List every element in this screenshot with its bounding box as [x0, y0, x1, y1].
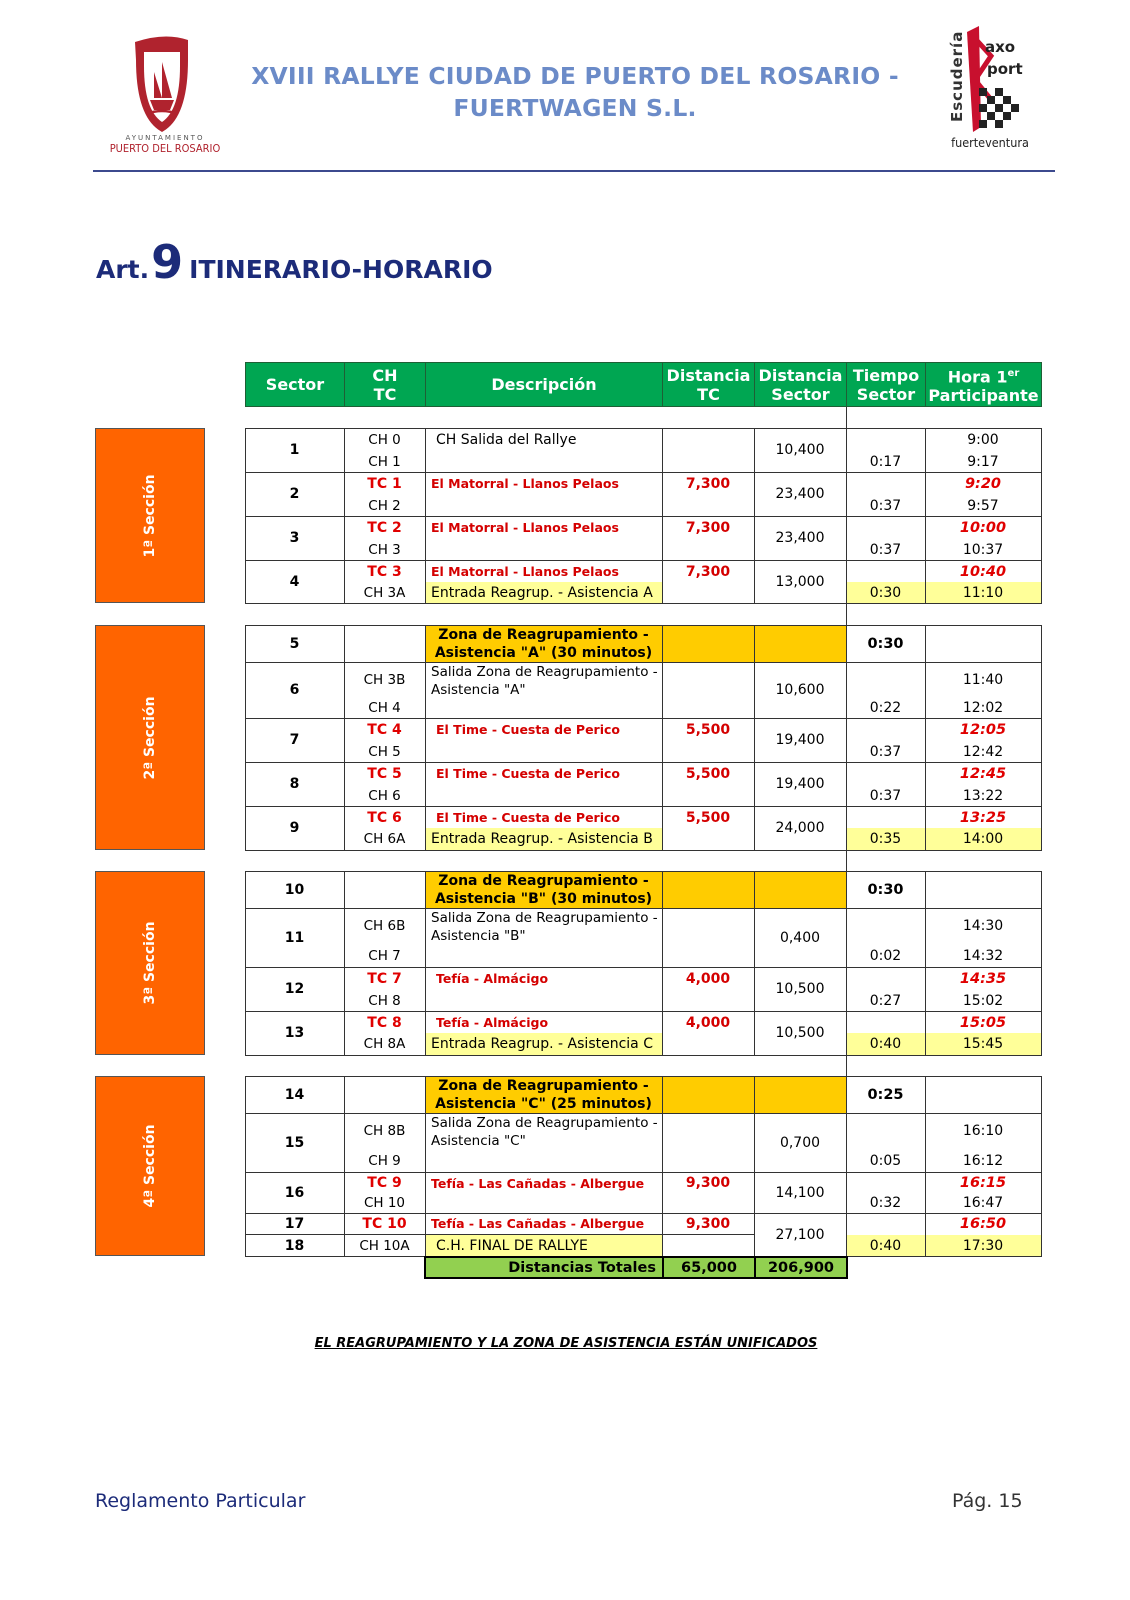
- sector-number: 18: [284, 1237, 305, 1254]
- control-code: CH 3B: [363, 672, 406, 688]
- first-car-time: 9:17: [967, 453, 999, 470]
- control-code: CH 10: [363, 1195, 406, 1211]
- stage-start-time: 10:40: [959, 563, 1007, 580]
- stage-code: TC 1: [367, 475, 402, 492]
- section-label: 4ª Sección: [142, 1124, 158, 1208]
- stage-start-time: 10:00: [959, 519, 1007, 536]
- control-code: CH 6A: [363, 831, 406, 847]
- sector-number: 11: [284, 929, 305, 946]
- control-code: CH 5: [368, 743, 401, 760]
- stage-name: El Time - Cuesta de Perico: [436, 766, 620, 781]
- first-car-time: 16:10: [962, 1123, 1004, 1139]
- header-tiempo-sector: Tiempo Sector: [846, 362, 926, 407]
- first-car-time: 11:10: [962, 584, 1004, 601]
- stage-start-time: 14:35: [959, 970, 1007, 987]
- first-car-time: 12:42: [962, 743, 1004, 760]
- header-sector: Sector: [245, 362, 345, 407]
- total-sector-distance: 206,900: [754, 1256, 848, 1279]
- first-car-time: 14:32: [962, 948, 1004, 964]
- article-word: Art.: [96, 255, 150, 284]
- stage-code: TC 3: [367, 563, 402, 580]
- description: CH Salida del Rallye: [436, 431, 577, 448]
- sector-time: 0:30: [867, 881, 904, 898]
- first-car-time: 9:00: [967, 431, 999, 448]
- sector-distance: 23,400: [775, 530, 825, 546]
- stage-code: TC 9: [367, 1175, 402, 1191]
- document-title-line-2: FUERTWAGEN S.L.: [453, 94, 697, 122]
- stage-name: El Matorral - Llanos Pelaos: [431, 520, 619, 535]
- svg-text:fuerteventura: fuerteventura: [951, 135, 1029, 150]
- stage-distance: 4,000: [685, 970, 731, 987]
- sector-time: 0:05: [869, 1153, 902, 1169]
- control-code: CH 8: [368, 992, 401, 1009]
- sector-time: 0:37: [869, 497, 902, 514]
- svg-text:PUERTO DEL ROSARIO: PUERTO DEL ROSARIO: [109, 142, 221, 155]
- sector-time: 0:25: [867, 1086, 904, 1103]
- first-car-time: 10:37: [962, 541, 1004, 558]
- first-car-time: 17:30: [962, 1237, 1004, 1254]
- sector-distance: 10,600: [775, 682, 825, 698]
- article-title: ITINERARIO-HORARIO: [189, 255, 493, 284]
- footnote: EL REAGRUPAMIENTO Y LA ZONA DE ASISTENCIA ESTÁN UNIFICADOS: [314, 1336, 818, 1351]
- sector-distance: 0,700: [779, 1134, 821, 1151]
- stage-distance: 4,000: [685, 1014, 731, 1031]
- first-car-time: 13:22: [962, 787, 1004, 804]
- sector-time: 0:17: [869, 453, 902, 470]
- footer-document-name: Reglamento Particular: [95, 1490, 306, 1512]
- sector-distance: 0,400: [779, 929, 821, 946]
- stage-start-time: 9:20: [964, 475, 1002, 492]
- sector-distance: 10,500: [775, 981, 825, 997]
- sector-time: 0:30: [867, 635, 904, 652]
- sector-distance: 19,400: [775, 732, 825, 748]
- stage-distance: 5,500: [685, 765, 731, 782]
- control-code: CH 8B: [363, 1123, 406, 1139]
- description: Entrada Reagrup. - Asistencia A: [431, 584, 653, 601]
- total-stage-distance: 65,000: [662, 1256, 756, 1279]
- section-box-1: [95, 428, 205, 603]
- sector-distance: 13,000: [775, 573, 825, 590]
- header-hora-participante: Hora 1er Participante: [925, 362, 1042, 407]
- description: Salida Zona de Reagrupamiento - Asistencia "C": [431, 1115, 658, 1149]
- control-code: CH 1: [368, 453, 401, 470]
- control-code: CH 6: [368, 787, 401, 804]
- regroup-zone: Zona de Reagrupamiento - Asistencia "A" (30 minutos): [434, 626, 653, 661]
- sector-number: 6: [289, 682, 300, 698]
- stage-name: El Matorral - Llanos Pelaos: [431, 564, 619, 579]
- regroup-zone: Zona de Reagrupamiento - Asistencia "C" (25 minutos): [435, 1077, 652, 1112]
- control-code: CH 2: [368, 497, 401, 514]
- sector-number: 8: [289, 776, 300, 792]
- sector-distance: 10,500: [775, 1025, 825, 1041]
- stage-distance: 7,300: [685, 563, 731, 580]
- stage-distance: 5,500: [685, 809, 731, 826]
- stage-code: TC 5: [367, 765, 402, 782]
- control-code: CH 6B: [363, 918, 406, 934]
- sector-distance: 19,400: [775, 776, 825, 792]
- sector-time: 0:30: [869, 584, 902, 601]
- sector-number: 4: [289, 573, 300, 590]
- first-car-time: 14:30: [962, 918, 1004, 934]
- sector-time: 0:35: [869, 831, 902, 847]
- description: C.H. FINAL DE RALLYE: [436, 1237, 588, 1254]
- stage-start-time: 15:05: [959, 1014, 1007, 1031]
- article-heading: [96, 235, 493, 289]
- control-code: CH 9: [368, 1153, 401, 1169]
- control-code: CH 3A: [363, 584, 406, 601]
- section-box-4: [95, 1076, 205, 1256]
- sector-number: 1: [289, 442, 300, 458]
- stage-code: TC 6: [367, 809, 402, 826]
- stage-distance: 9,300: [685, 1175, 731, 1191]
- stage-code: TC 8: [367, 1014, 402, 1031]
- sector-time: 0:37: [869, 743, 902, 760]
- first-car-time: 9:57: [967, 497, 999, 514]
- sector-number: 5: [289, 635, 300, 652]
- sector-time: 0:27: [869, 992, 902, 1009]
- sector-number: 3: [289, 530, 300, 546]
- sector-time: 0:02: [869, 948, 902, 964]
- sector-time: 0:37: [869, 541, 902, 558]
- sector-time: 0:40: [869, 1237, 902, 1254]
- sector-distance: 24,000: [775, 820, 825, 836]
- control-code: CH 4: [368, 699, 401, 716]
- svg-text:port: port: [987, 60, 1023, 78]
- sector-number: 10: [284, 881, 305, 898]
- regroup-zone: Zona de Reagrupamiento - Asistencia "B" (30 minutos): [434, 872, 653, 907]
- article-number: 9: [151, 235, 184, 289]
- control-code: CH 8A: [363, 1036, 406, 1052]
- sector-distance: 27,100: [775, 1226, 825, 1243]
- puerto-del-rosario-logo: [100, 30, 230, 155]
- description: Salida Zona de Reagrupamiento - Asistencia "B": [431, 910, 658, 944]
- sector-distance: 23,400: [775, 486, 825, 502]
- sector-number: 16: [284, 1184, 305, 1201]
- sector-number: 13: [284, 1025, 305, 1041]
- stage-name: Tefía - Las Cañadas - Albergue: [431, 1175, 645, 1191]
- sector-time: 0:32: [869, 1195, 902, 1211]
- stage-name: Tefía - Almácigo: [436, 1015, 549, 1030]
- stage-distance: 7,300: [685, 519, 731, 536]
- stage-name: Tefía - Almácigo: [436, 971, 549, 986]
- header-distancia-sector: Distancia Sector: [754, 362, 847, 407]
- first-car-time: 11:40: [962, 672, 1004, 688]
- description: Entrada Reagrup. - Asistencia C: [431, 1036, 653, 1052]
- control-code: CH 3: [368, 541, 401, 558]
- stage-code: TC 7: [367, 970, 402, 987]
- sector-time: 0:37: [869, 787, 902, 804]
- document-title-line-1: XVIII RALLYE CIUDAD DE PUERTO DEL ROSARIO -: [251, 62, 899, 90]
- stage-distance: 7,300: [685, 475, 731, 492]
- stage-start-time: 16:15: [959, 1175, 1007, 1191]
- sector-number: 12: [284, 981, 305, 997]
- first-car-time: 14:00: [962, 831, 1004, 847]
- svg-text:Escudería: Escudería: [948, 30, 966, 122]
- section-label: 3ª Sección: [142, 921, 158, 1005]
- header-ch-tc: CH TC: [344, 362, 426, 407]
- stage-code: TC 10: [362, 1215, 407, 1232]
- header-divider: [93, 170, 1055, 172]
- control-code: CH 0: [368, 431, 401, 448]
- stage-start-time: 12:05: [959, 721, 1007, 738]
- escuderia-maxo-sport-logo: [945, 22, 1035, 152]
- stage-name: El Time - Cuesta de Perico: [436, 722, 620, 737]
- section-label: 2ª Sección: [142, 695, 158, 780]
- sector-number: 14: [284, 1086, 305, 1103]
- description: Salida Zona de Reagrupamiento - Asistencia "A": [431, 664, 658, 698]
- control-code: CH 7: [368, 948, 401, 964]
- sector-number: 15: [284, 1134, 305, 1151]
- stage-code: TC 4: [367, 721, 402, 738]
- sector-distance: 10,400: [775, 442, 825, 458]
- stage-name: El Matorral - Llanos Pelaos: [431, 476, 619, 491]
- first-car-time: 15:02: [962, 992, 1004, 1009]
- section-box-2: [95, 625, 205, 850]
- sector-time: 0:22: [869, 699, 902, 716]
- totals-label: Distancias Totales: [424, 1256, 664, 1279]
- first-car-time: 12:02: [962, 699, 1004, 716]
- stage-start-time: 16:50: [959, 1215, 1007, 1232]
- stage-distance: 5,500: [685, 721, 731, 738]
- header-descripcion: Descripción: [425, 362, 663, 407]
- sector-number: 9: [289, 820, 300, 836]
- stage-name: Tefía - Las Cañadas - Albergue: [431, 1216, 645, 1231]
- first-car-time: 16:47: [962, 1195, 1004, 1211]
- svg-text:AYUNTAMIENTO: AYUNTAMIENTO: [125, 134, 205, 142]
- stage-name: El Time - Cuesta de Perico: [436, 810, 620, 825]
- description: Entrada Reagrup. - Asistencia B: [431, 831, 653, 847]
- sector-number: 17: [284, 1215, 305, 1232]
- stage-distance: 9,300: [685, 1215, 731, 1232]
- stage-code: TC 2: [367, 519, 402, 536]
- section-box-3: [95, 871, 205, 1055]
- stage-start-time: 13:25: [959, 809, 1007, 826]
- stage-start-time: 12:45: [959, 765, 1007, 782]
- sector-number: 7: [289, 732, 300, 748]
- header-distancia-tc: Distancia TC: [662, 362, 755, 407]
- svg-text:axo: axo: [985, 38, 1016, 56]
- sector-distance: 14,100: [775, 1184, 825, 1201]
- sector-number: 2: [289, 486, 300, 502]
- first-car-time: 16:12: [962, 1153, 1004, 1169]
- first-car-time: 15:45: [962, 1036, 1004, 1052]
- control-code: CH 10A: [359, 1237, 410, 1254]
- page-number: Pág. 15: [952, 1490, 1023, 1512]
- section-label: 1ª Sección: [142, 473, 158, 558]
- sector-time: 0:40: [869, 1036, 902, 1052]
